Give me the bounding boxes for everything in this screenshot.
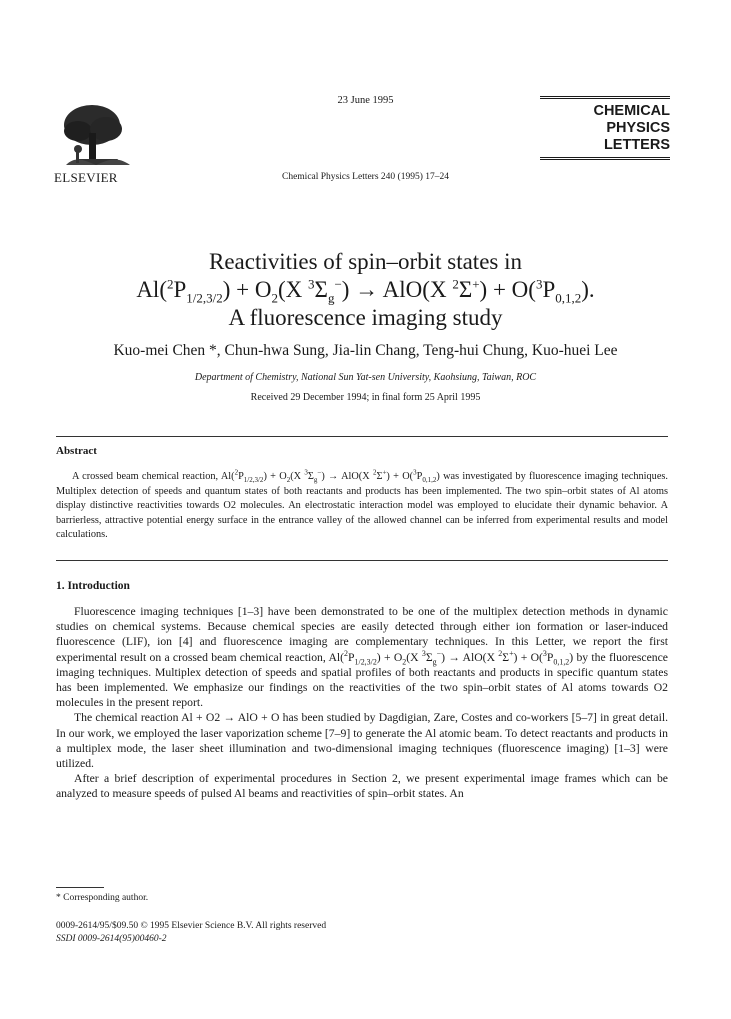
paragraph: After a brief description of experimental procedures in Section 2, we present experimental image frames which can be analyzed to measure speeds of pulsed Al beams and reactivities of spin–orbit states. An [56,772,668,801]
journal-title-line: CHEMICAL [593,103,670,119]
title-line-3: A fluorescence imaging study [228,305,503,330]
publisher-name: ELSEVIER [54,170,118,185]
issue-date: 23 June 1995 [337,95,394,106]
divider [56,436,668,437]
elsevier-tree-logo-icon [56,103,138,169]
author-list: Kuo-mei Chen *, Chun-hwa Sung, Jia-lin Chang, Teng-hui Chung, Kuo-huei Lee [113,342,618,359]
affiliation: Department of Chemistry, National Sun Yat-sen University, Kaohsiung, Taiwan, ROC [194,372,537,383]
footnote-divider [56,887,104,888]
journal-title-line: LETTERS [603,137,670,153]
copyright-line: 0009-2614/95/$09.50 © 1995 Elsevier Science B.V. All rights reserved [56,921,327,931]
section-heading: 1. Introduction [56,580,130,592]
footnote: * Corresponding author. [56,893,149,903]
journal-masthead [540,96,670,161]
journal-citation: Chemical Physics Letters 240 (1995) 17–24 [281,172,449,182]
abstract-heading: Abstract [56,445,97,457]
introduction-body [56,604,668,802]
paragraph: Fluorescence imaging techniques [1–3] have been demonstrated to be one of the multiplex detection methods in dynamic studies on chemical systems. Because chemical species are easily detected through either ion formation or laser-induced fluorescence (LIF), ion [4] and fluorescence imaging are complementary techniques. In this Letter, we report the first experimental result on a crossed beam chemical reaction, $Al(^2P_{1/2,3/2}) + O_2(X$ $^3\Sigma_g^-) \to AlO(X$ $^2\Sigma^+) + O(^3P_{0,1,2})$ by the fluorescence imaging techniques. Multiplex detection of speeds and spatial profiles of both reactants and products in specific quantum states has been implemented. We emphasize our findings on the reactivities of the two spin–orbit states of Al atoms towards O2 molecules in the present report. [56,605,668,710]
title-line-1: Reactivities of spin–orbit states in [208,249,522,274]
paper-title [0,248,731,332]
divider [56,560,668,561]
ssdi-line: SSDI 0009-2614(95)00460-2 [56,934,167,944]
journal-title-line: PHYSICS [606,120,670,136]
copyright-block [56,920,326,946]
paragraph: The chemical reaction Al + O2 → AlO + O has been studied by Dagdigian, Zare, Costes and co-workers [5–7] in great detail. In our work, we employed the laser vaporization scheme [7–9] to generate the Al atomic beam. To detect reactants and products in a multiplex mode, the laser sheet illumination and two-dimensional imaging techniques (fluorescence imaging) [1–3] were utilized. [56,711,668,771]
title-reaction-equation: $Al(^2P_{1/2,3/2}) + O_2(X$ $^3\Sigma_g^-) \to AlO(X$ $^2\Sigma^+) + O(^3P_{0,1,2})$. [136,276,595,306]
received-dates: Received 29 December 1994; in final form 25 April 1995 [250,392,481,403]
abstract-text: A crossed beam chemical reaction, $Al(^2P_{1/2,3/2}) + O_2(X$ $^3\Sigma_g^-) \to AlO(X$ $^2\Sigma^+) + O(^3P_{0,1,2})$ was investigated by fluorescence imaging techniques. Multiplex detection of speeds and quantum states of both reactants and products has been implemented. The two spin–orbit states of Al atoms display distinctive reactivities towards O2 molecules. An electrostatic interaction model was employed to elucidate their dynamic behavior. A barrierless, attractive potential energy surface in the entrance valley of the allowed channel can be inferred from experimental results and model calculations. [56,468,668,540]
